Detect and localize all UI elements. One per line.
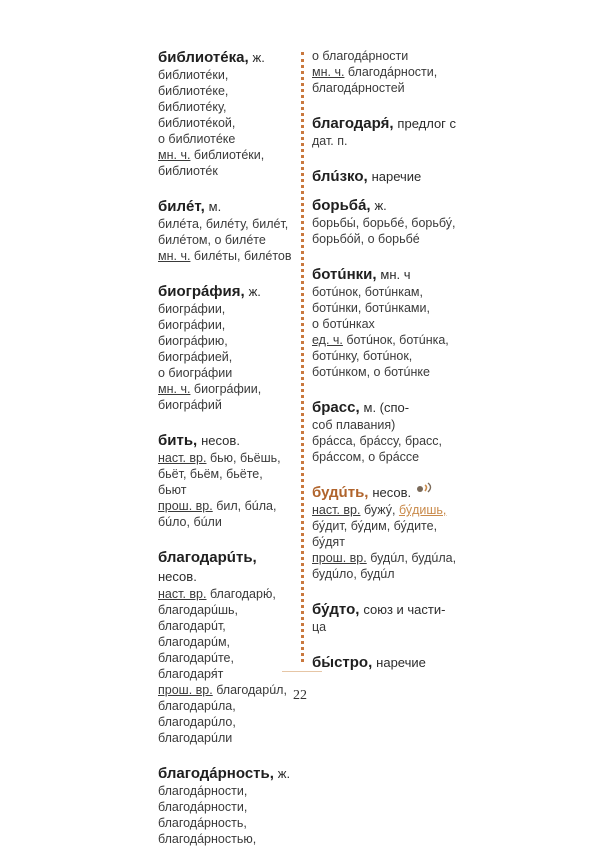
headword-line xyxy=(158,764,293,783)
headword: благодáрность, xyxy=(158,765,274,782)
headword-line xyxy=(312,398,457,417)
form-label: мн. ч. xyxy=(158,382,191,396)
headword: будúть, xyxy=(312,484,369,501)
grammar-label: предлог с xyxy=(397,116,457,131)
headword: брасс, xyxy=(312,399,360,416)
word-forms: бу́дит, бу́дим, бу́дите, xyxy=(312,519,438,533)
word-form-line xyxy=(312,518,457,534)
word-form-line xyxy=(158,163,293,179)
dictionary-entry xyxy=(312,196,457,247)
word-forms: будúл, будúла, xyxy=(370,551,457,565)
word-form-line xyxy=(158,466,293,498)
word-form-line xyxy=(158,602,293,634)
word-forms: брáссом, о брáссе xyxy=(312,450,420,464)
word-form-line xyxy=(158,333,293,365)
headword: бы́стро, xyxy=(312,654,373,671)
word-forms: библиотéк xyxy=(158,164,218,178)
headword: борьбá, xyxy=(312,197,371,214)
word-forms: благодарúли xyxy=(158,731,233,745)
word-form-line xyxy=(312,64,457,80)
form-label: мн. ч. xyxy=(158,249,191,263)
word-forms: благодáрностью, xyxy=(158,832,257,846)
grammar-label: м. (спо- xyxy=(363,400,410,415)
word-form-line xyxy=(158,666,293,682)
word-forms: благодарúла, благодарúло, xyxy=(158,699,236,729)
word-forms: благодарю́, xyxy=(209,587,276,601)
word-forms: библиотéки, xyxy=(193,148,265,162)
headword: благодаря́, xyxy=(312,115,394,132)
word-form-line xyxy=(312,502,457,518)
word-forms: бужу́, xyxy=(363,503,399,517)
word-forms: бью, бьёшь, xyxy=(209,451,281,465)
form-label: прош. вр. xyxy=(158,499,213,513)
word-form-line xyxy=(158,586,293,602)
word-form-line xyxy=(312,433,457,449)
form-label: наст. вр. xyxy=(158,587,207,601)
dictionary-entry xyxy=(312,114,457,149)
word-form-line xyxy=(312,133,457,149)
grammar-label: несов. xyxy=(158,569,197,584)
word-form-line xyxy=(312,48,457,64)
word-form-line xyxy=(158,147,293,163)
word-forms: благодáрность, xyxy=(158,816,247,830)
headword-line xyxy=(158,282,293,301)
word-form-line xyxy=(158,799,293,815)
word-forms: ботúнки, ботúнками, xyxy=(312,301,430,315)
form-label: наст. вр. xyxy=(158,451,207,465)
headword-line xyxy=(312,265,457,284)
word-forms: ботúнком, о ботúнке xyxy=(312,365,430,379)
word-form-line xyxy=(158,831,293,847)
word-forms: благодáрностей xyxy=(312,81,405,95)
word-form-line xyxy=(158,634,293,666)
word-form-line xyxy=(158,381,293,397)
word-forms: будúло, будúл xyxy=(312,567,395,581)
word-forms: борьбы́, борьбé, борьбу́, xyxy=(312,216,456,230)
form-label: мн. ч. xyxy=(158,148,191,162)
form-label: прош. вр. xyxy=(158,683,213,697)
grammar-label: наречие xyxy=(371,169,422,184)
word-form-line xyxy=(158,232,293,248)
form-label: ед. ч. xyxy=(312,333,343,347)
headword-line xyxy=(312,114,457,133)
grammar-label: несов. xyxy=(372,485,412,500)
headword-line xyxy=(312,196,457,215)
word-form-line xyxy=(158,99,293,131)
word-form-line xyxy=(312,231,457,247)
word-form-line xyxy=(312,619,457,635)
headword: блúзко, xyxy=(312,168,368,185)
word-form-line xyxy=(312,284,457,300)
word-form-line xyxy=(158,730,293,746)
word-form-line xyxy=(312,417,457,433)
word-forms: ца xyxy=(312,620,327,634)
word-form-line xyxy=(158,397,293,413)
headword-line xyxy=(312,653,457,672)
dictionary-entry xyxy=(158,282,293,413)
word-form-line xyxy=(312,364,457,380)
dictionary-entry xyxy=(312,167,457,186)
word-forms: ботúнку, ботúнок, xyxy=(312,349,413,363)
grammar-label: ж. xyxy=(374,198,387,213)
word-form-line xyxy=(312,80,457,96)
dictionary-entry xyxy=(312,483,457,582)
headword: бить, xyxy=(158,432,198,449)
word-form-line xyxy=(158,783,293,799)
word-forms: биогрáфий xyxy=(158,398,222,412)
word-form-line xyxy=(158,365,293,381)
form-label: мн. ч. xyxy=(312,65,345,79)
word-forms: библиотéки, библиотéке, xyxy=(158,68,229,98)
headword: библиотéка, xyxy=(158,49,249,66)
headword: билéт, xyxy=(158,198,205,215)
grammar-label: союз и части- xyxy=(363,602,446,617)
word-forms: благодарúшь, благодарúт, xyxy=(158,603,238,633)
headword-line xyxy=(158,197,293,216)
word-form-line xyxy=(158,248,293,264)
dictionary-entry xyxy=(158,197,293,264)
word-forms: благодаря́т xyxy=(158,667,224,681)
word-forms: биогрáфии, биогрáфии, xyxy=(158,302,226,332)
word-forms: биогрáфию, биогрáфией, xyxy=(158,334,233,364)
word-forms: бил, бúла, xyxy=(216,499,277,513)
word-forms: о биогрáфии xyxy=(158,366,233,380)
dictionary-entry xyxy=(158,548,293,746)
word-forms: о благодáрности xyxy=(312,49,409,63)
word-form-line xyxy=(312,550,457,566)
audio-waves-icon[interactable] xyxy=(415,480,433,494)
word-forms: борьбóй, о борьбé xyxy=(312,232,420,246)
grammar-label: ж. xyxy=(248,284,261,299)
word-form-line xyxy=(158,514,293,530)
word-form-line xyxy=(158,216,293,232)
form-label: наст. вр. xyxy=(312,503,361,517)
word-form-line xyxy=(312,534,457,550)
dictionary-entry xyxy=(312,653,457,672)
headword: биогрáфия, xyxy=(158,283,245,300)
headword-line xyxy=(158,431,293,450)
word-forms: благодарúм, благодарúте, xyxy=(158,635,234,665)
word-forms: благодáрности, xyxy=(158,800,248,814)
headword-line xyxy=(158,548,293,586)
word-forms: ботúнок, ботúнка, xyxy=(346,333,449,347)
headword: ботúнки, xyxy=(312,266,377,283)
word-forms: биогрáфии, xyxy=(193,382,262,396)
left-column xyxy=(158,48,293,865)
word-form-line xyxy=(312,316,457,332)
word-form-line xyxy=(312,300,457,316)
word-forms: о библиотéке xyxy=(158,132,236,146)
headword-line xyxy=(158,48,293,67)
word-forms: билéта, билéту, билéт, xyxy=(158,217,289,231)
headword: благодарúть, xyxy=(158,549,257,566)
form-label: прош. вр. xyxy=(312,551,367,565)
word-forms: благодарúл, xyxy=(216,683,287,697)
dictionary-entry xyxy=(312,398,457,465)
word-form-line xyxy=(158,131,293,147)
dictionary-entry xyxy=(158,48,293,179)
word-form-line xyxy=(312,332,457,348)
headword: бу́дто, xyxy=(312,601,360,618)
right-column xyxy=(312,48,457,682)
headword-line xyxy=(312,600,457,619)
dictionary-entry xyxy=(158,431,293,530)
grammar-label: ж. xyxy=(252,50,265,65)
word-forms: соб плавания) xyxy=(312,418,396,432)
word-forms: благодáрности, xyxy=(158,784,248,798)
column-divider xyxy=(301,52,304,662)
word-forms: бúло, бúли xyxy=(158,515,222,529)
grammar-label: ж. xyxy=(277,766,291,781)
headword-line xyxy=(312,167,457,186)
word-forms: о ботúнках xyxy=(312,317,375,331)
word-form-line xyxy=(158,498,293,514)
dictionary-entry xyxy=(312,600,457,635)
word-forms: благодáрности, xyxy=(347,65,438,79)
grammar-label: наречие xyxy=(376,655,426,670)
grammar-label: несов. xyxy=(201,433,240,448)
word-forms: бу́дят xyxy=(312,535,345,549)
word-form-line xyxy=(158,815,293,831)
word-form-line xyxy=(158,67,293,99)
highlighted-form: бу́дишь, xyxy=(398,503,447,517)
word-form-line xyxy=(158,301,293,333)
word-forms: билéтом, о билéте xyxy=(158,233,266,247)
dictionary-entry xyxy=(158,764,293,847)
word-forms: ботúнок, ботúнкам, xyxy=(312,285,423,299)
word-form-line xyxy=(312,348,457,364)
grammar-label: мн. ч xyxy=(380,267,411,282)
grammar-label: м. xyxy=(208,199,222,214)
word-form-line xyxy=(312,215,457,231)
page-number-rule xyxy=(282,671,322,672)
headword-line xyxy=(312,483,457,502)
page-number: 22 xyxy=(293,688,307,703)
word-forms: дат. п. xyxy=(312,134,348,148)
word-form-line xyxy=(312,566,457,582)
word-forms: бьёт, бьём, бьёте, бьют xyxy=(158,467,263,497)
word-form-line xyxy=(312,449,457,465)
word-forms: библиотéку, библиотéкой, xyxy=(158,100,236,130)
word-form-line xyxy=(158,450,293,466)
word-forms: билéты, билéтов xyxy=(193,249,292,263)
word-forms: брáсса, брáссу, брасс, xyxy=(312,434,443,448)
dictionary-entry xyxy=(312,265,457,380)
dictionary-entry xyxy=(312,48,457,96)
